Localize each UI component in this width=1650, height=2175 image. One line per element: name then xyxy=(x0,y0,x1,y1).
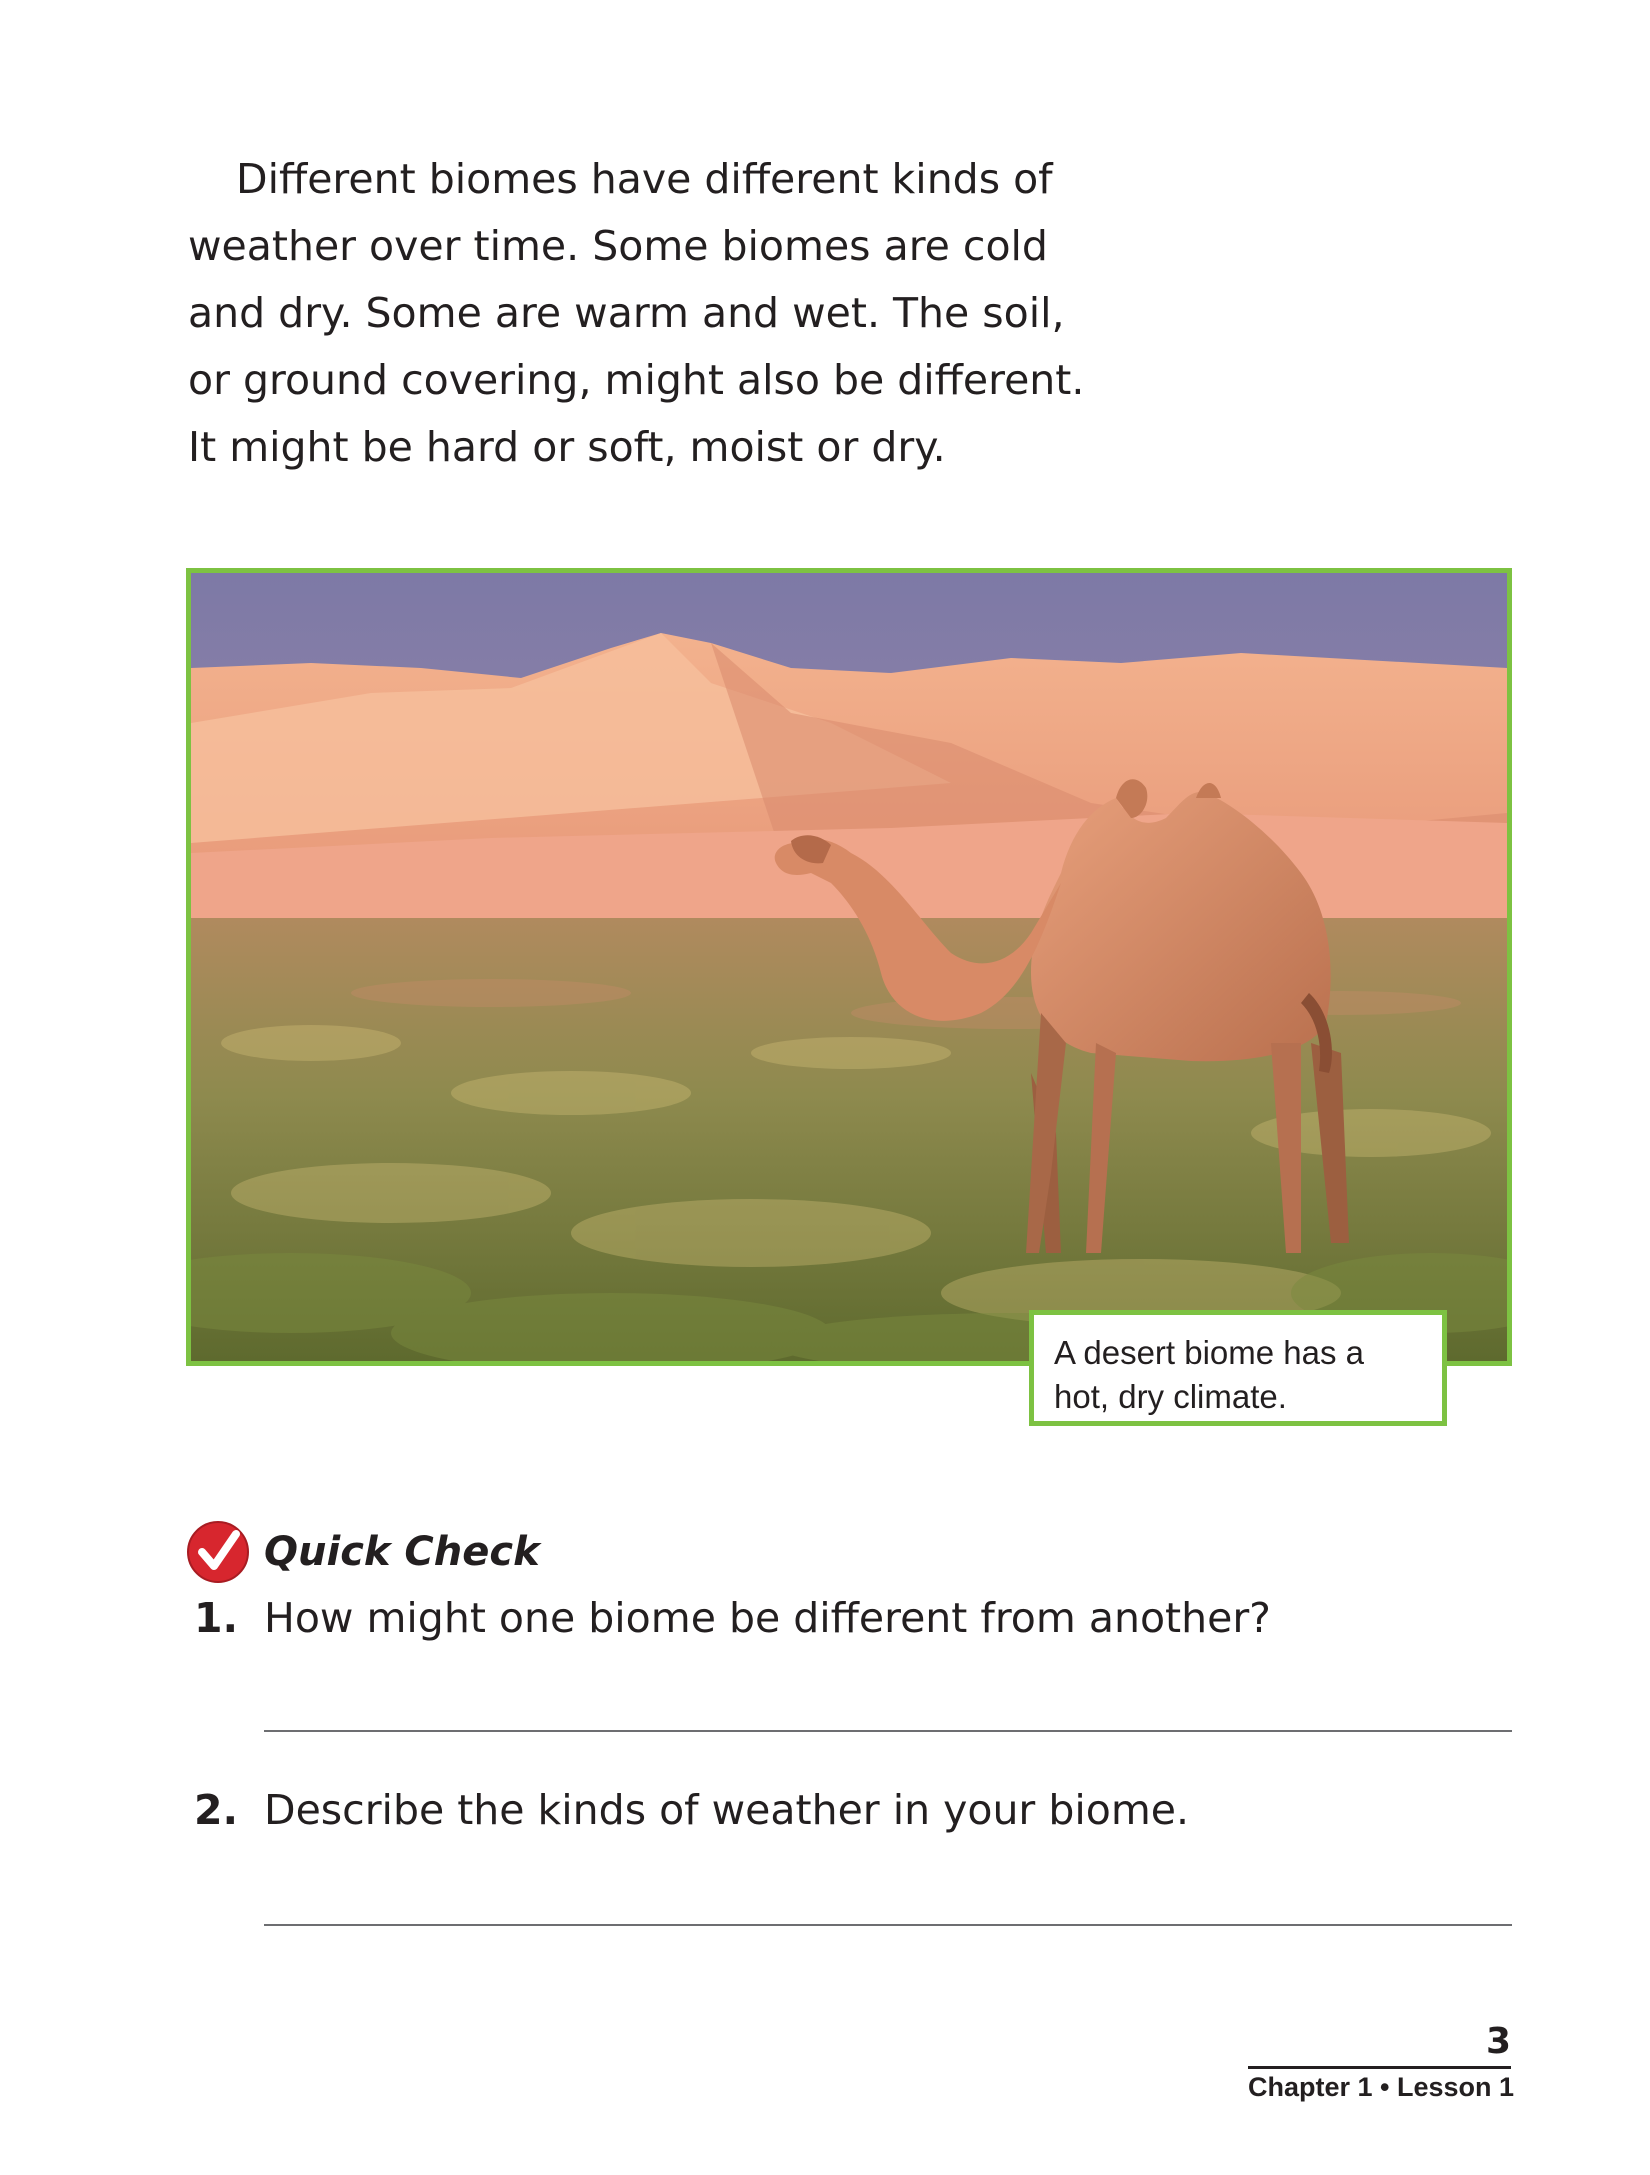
question-number: 2. xyxy=(194,1786,239,1834)
question-text: How might one biome be different from another? xyxy=(264,1594,1271,1642)
desert-scene-illustration xyxy=(191,573,1507,1361)
intro-paragraph xyxy=(188,146,1148,481)
quick-check-title: Quick Check xyxy=(264,1529,540,1575)
intro-line: It might be hard or soft, moist or dry. xyxy=(188,423,946,471)
question-number: 1. xyxy=(194,1594,239,1642)
chapter-lesson-label: Chapter 1 • Lesson 1 xyxy=(1248,2072,1515,2102)
desert-camel-photo xyxy=(186,568,1512,1366)
caption-line: A desert biome has a xyxy=(1054,1334,1365,1371)
caption-line: hot, dry climate. xyxy=(1054,1378,1287,1415)
question-text: Describe the kinds of weather in your biome. xyxy=(264,1786,1190,1834)
intro-line: or ground covering, might also be different. xyxy=(188,356,1085,404)
page-number: 3 xyxy=(1248,2020,1511,2069)
intro-line: Different biomes have different kinds of xyxy=(236,155,1053,203)
page-footer xyxy=(1248,2020,1515,2105)
answer-line[interactable] xyxy=(264,1924,1512,1926)
intro-line: and dry. Some are warm and wet. The soil, xyxy=(188,289,1065,337)
photo-caption xyxy=(1029,1310,1447,1426)
checkmark-badge-icon xyxy=(186,1520,250,1584)
intro-line: weather over time. Some biomes are cold xyxy=(188,222,1048,270)
answer-line[interactable] xyxy=(264,1730,1512,1732)
